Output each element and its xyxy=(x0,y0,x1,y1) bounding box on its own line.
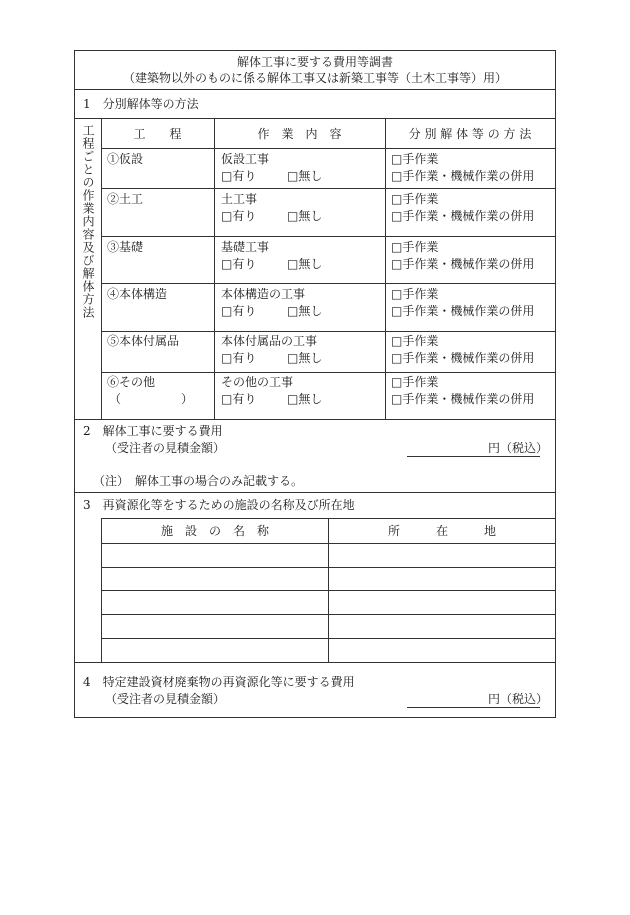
facility-table xyxy=(101,518,555,663)
cost-statement-form xyxy=(74,50,556,718)
manual-checkbox[interactable]: □手作業 xyxy=(391,152,439,166)
no-checkbox[interactable]: □無し xyxy=(287,351,323,365)
process-label: ⑤本体付属品 xyxy=(107,334,180,348)
yes-checkbox[interactable]: □有り xyxy=(221,209,257,223)
work-label: 基礎工事 xyxy=(221,240,270,254)
combined-checkbox[interactable]: □手作業・機械作業の併用 xyxy=(391,304,535,318)
work-label: 本体構造の工事 xyxy=(221,287,306,301)
section1-side-label: 工程ごとの作業内容及び解体方法 xyxy=(81,124,95,319)
process-label: ③基礎 xyxy=(107,240,144,254)
manual-checkbox[interactable]: □手作業 xyxy=(391,375,439,389)
section4-unit: 円（税込） xyxy=(488,692,549,706)
manual-checkbox[interactable]: □手作業 xyxy=(391,334,439,348)
no-checkbox[interactable]: □無し xyxy=(287,392,323,406)
manual-checkbox[interactable]: □手作業 xyxy=(391,287,439,301)
yes-checkbox[interactable]: □有り xyxy=(221,304,257,318)
process-label: ⑥その他 xyxy=(107,375,156,389)
section2-unit: 円（税込） xyxy=(488,441,549,455)
combined-checkbox[interactable]: □手作業・機械作業の併用 xyxy=(391,209,535,223)
process-label: ④本体構造 xyxy=(107,287,168,301)
section4-heading: 4 特定建設資材廃棄物の再資源化等に要する費用 xyxy=(83,675,355,689)
no-checkbox[interactable]: □無し xyxy=(287,257,323,271)
form-title: 解体工事に要する費用等調書 xyxy=(236,55,393,69)
work-label: 仮設工事 xyxy=(221,152,270,166)
yes-checkbox[interactable]: □有り xyxy=(221,257,257,271)
facility-name-header: 施 設 の 名 称 xyxy=(160,524,269,538)
section4-amount-underline xyxy=(407,707,540,708)
combined-checkbox[interactable]: □手作業・機械作業の併用 xyxy=(391,257,535,271)
section2-heading: 2 解体工事に要する費用 xyxy=(83,424,223,438)
section2-sub: （受注者の見積金額） xyxy=(105,441,226,455)
form-subtitle: （建築物以外のものに係る解体工事又は新築工事等（土木工事等）用） xyxy=(122,71,507,85)
manual-checkbox[interactable]: □手作業 xyxy=(391,192,439,206)
work-label: 土工事 xyxy=(221,192,258,206)
process-label: ①仮設 xyxy=(107,152,144,166)
col-header-method: 分 別 解 体 等 の 方 法 xyxy=(408,127,532,141)
work-label: その他の工事 xyxy=(221,375,294,389)
section4-sub: （受注者の見積金額） xyxy=(105,692,226,706)
section2-note: （注） 解体工事の場合のみ記載する。 xyxy=(93,474,304,488)
yes-checkbox[interactable]: □有り xyxy=(221,351,257,365)
combined-checkbox[interactable]: □手作業・機械作業の併用 xyxy=(391,169,535,183)
combined-checkbox[interactable]: □手作業・機械作業の併用 xyxy=(391,392,535,406)
section3-heading: 3 再資源化等をするための施設の名称及び所在地 xyxy=(83,498,355,512)
process-label: ②土工 xyxy=(107,192,144,206)
manual-checkbox[interactable]: □手作業 xyxy=(391,240,439,254)
facility-location-header: 所 在 地 xyxy=(387,524,496,538)
yes-checkbox[interactable]: □有り xyxy=(221,392,257,406)
process-other-blank[interactable]: （ ） xyxy=(109,392,194,406)
yes-checkbox[interactable]: □有り xyxy=(221,169,257,183)
no-checkbox[interactable]: □無し xyxy=(287,304,323,318)
work-label: 本体付属品の工事 xyxy=(221,334,318,348)
col-header-work: 作 業 内 容 xyxy=(257,127,342,141)
section1-heading: 1 分別解体等の方法 xyxy=(83,97,199,111)
col-header-process: 工 程 xyxy=(133,127,182,141)
combined-checkbox[interactable]: □手作業・機械作業の併用 xyxy=(391,351,535,365)
section2-amount-underline xyxy=(407,456,540,457)
no-checkbox[interactable]: □無し xyxy=(287,169,323,183)
no-checkbox[interactable]: □無し xyxy=(287,209,323,223)
